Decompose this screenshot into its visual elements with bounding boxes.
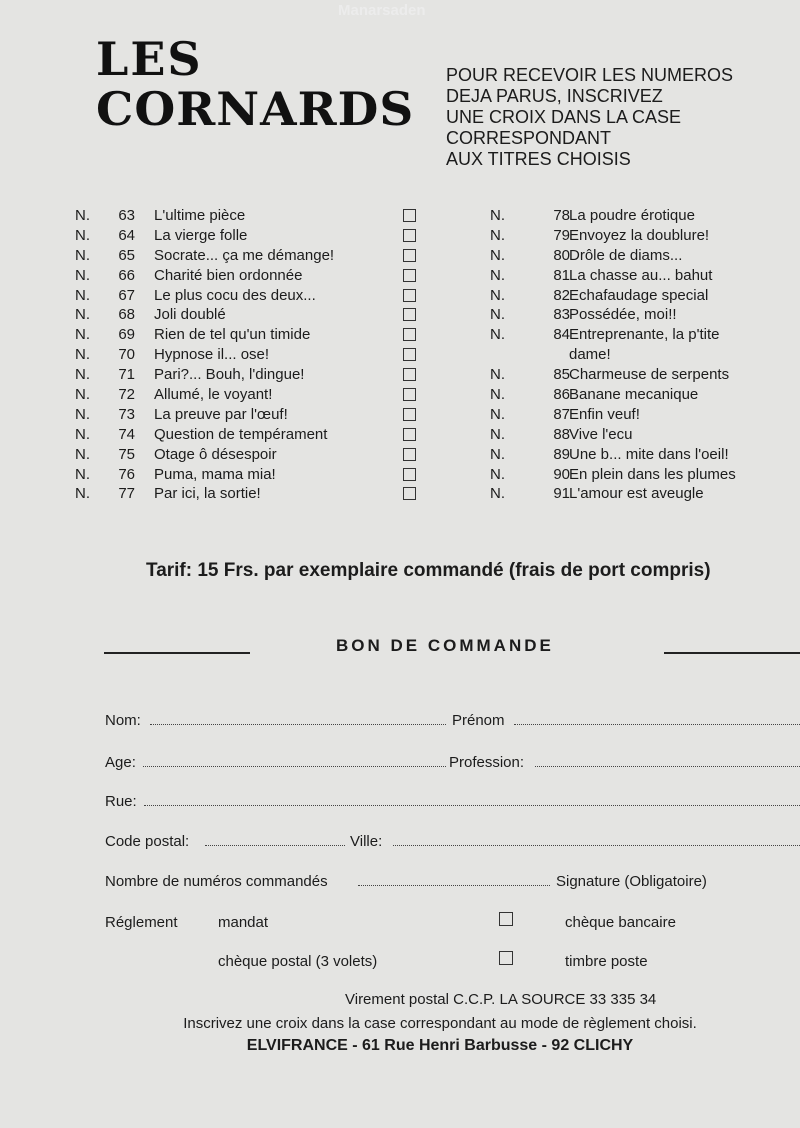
issue-number: 69	[118, 326, 135, 344]
issue-title: L'ultime pièce	[154, 207, 246, 224]
issue-prefix: N.	[75, 366, 90, 384]
issue-prefix: N.	[490, 266, 505, 284]
issue-title: Hypnose il... ose!	[154, 346, 270, 364]
issue-prefix: N.	[75, 405, 90, 423]
issue-row	[490, 406, 795, 426]
nombre-label: Nombre de numéros commandés	[105, 873, 328, 890]
issue-prefix: N.	[490, 366, 505, 384]
divider-left	[104, 652, 250, 654]
timbre-label: timbre poste	[565, 953, 648, 970]
issue-row	[75, 466, 425, 486]
brand-logo	[96, 32, 415, 136]
issue-checkbox[interactable]	[403, 348, 416, 361]
issue-prefix: N.	[75, 286, 90, 304]
issue-prefix: N.	[490, 386, 505, 404]
issue-number: 83	[553, 306, 570, 324]
issue-checkbox[interactable]	[403, 308, 416, 321]
payment-checkbox-postal-timbre[interactable]	[499, 951, 513, 965]
issue-row	[75, 426, 425, 446]
virement-text: Virement postal C.C.P. LA SOURCE 33 335 34	[345, 991, 657, 1008]
issue-number: 68	[118, 306, 135, 324]
issue-title: Une b... mite dans l'oeil!	[569, 445, 729, 463]
issue-title: dame!	[569, 346, 611, 364]
payment-checkbox-mandat-bancaire[interactable]	[499, 912, 513, 926]
issue-prefix: N.	[490, 465, 505, 483]
issue-list-right	[490, 207, 795, 505]
brand-line-1: LES	[96, 32, 203, 86]
issue-row	[490, 485, 795, 505]
issue-checkbox[interactable]	[403, 249, 416, 262]
cheque-postal-label: chèque postal (3 volets)	[218, 953, 378, 970]
issue-number: 65	[118, 246, 135, 264]
issue-title: Rien de tel qu'un timide	[154, 326, 311, 344]
issue-number: 79	[553, 226, 570, 244]
issue-row	[490, 267, 795, 287]
watermark: Manarsaden	[338, 2, 426, 19]
issue-number: 90	[553, 465, 570, 483]
issue-row	[490, 247, 795, 267]
issue-title: Pari?... Bouh, l'dingue!	[154, 366, 305, 384]
order-form-title: BON DE COMMANDE	[336, 636, 554, 655]
prenom-field[interactable]	[514, 724, 800, 725]
prenom-label: Prénom	[452, 712, 505, 729]
rue-field[interactable]	[144, 805, 800, 806]
issue-number: 82	[553, 286, 570, 304]
instruction-text: Inscrivez une croix dans la case correspondant au mode de règlement choisi.	[183, 1015, 697, 1032]
issue-row	[490, 227, 795, 247]
issue-number: 64	[118, 226, 135, 244]
issue-title: Possédée, moi!!	[569, 306, 677, 324]
issue-prefix: N.	[75, 465, 90, 483]
issue-row	[490, 207, 795, 227]
issue-title: Drôle de diams...	[569, 246, 683, 264]
issue-title: Charité bien ordonnée	[154, 266, 303, 284]
issue-prefix: N.	[490, 445, 505, 463]
issue-prefix: N.	[75, 207, 90, 224]
issue-row	[490, 346, 795, 366]
issue-number: 87	[553, 405, 570, 423]
issue-title: Entreprenante, la p'tite	[569, 326, 720, 344]
issue-row	[490, 287, 795, 307]
issue-row	[490, 426, 795, 446]
issue-checkbox[interactable]	[403, 289, 416, 302]
issue-row	[490, 306, 795, 326]
issue-number: 89	[553, 445, 570, 463]
issue-row	[75, 366, 425, 386]
issue-number: 85	[553, 366, 570, 384]
intro-line: CORRESPONDANT	[446, 128, 612, 148]
nombre-field[interactable]	[358, 885, 550, 886]
issue-number: 77	[118, 485, 135, 503]
issue-row	[75, 446, 425, 466]
issue-title: En plein dans les plumes	[569, 465, 736, 483]
issue-number: 72	[118, 386, 135, 404]
issue-row	[75, 247, 425, 267]
issue-prefix: N.	[490, 207, 505, 224]
issue-prefix: N.	[75, 326, 90, 344]
issue-prefix: N.	[75, 226, 90, 244]
issue-prefix: N.	[75, 485, 90, 503]
issue-row	[75, 346, 425, 366]
profession-label: Profession:	[449, 754, 525, 771]
issue-number: 74	[118, 425, 135, 443]
issue-number: 75	[118, 445, 135, 463]
intro-text	[446, 65, 733, 170]
issue-number: 66	[118, 266, 135, 284]
intro-line: UNE CROIX DANS LA CASE	[446, 107, 682, 127]
issue-number: 67	[118, 286, 135, 304]
issue-checkbox[interactable]	[403, 328, 416, 341]
mandat-label: mandat	[218, 914, 269, 931]
issue-prefix: N.	[490, 226, 505, 244]
issue-row	[75, 326, 425, 346]
issue-prefix: N.	[75, 445, 90, 463]
profession-field[interactable]	[535, 766, 800, 767]
issue-title: Puma, mama mia!	[154, 465, 276, 483]
ville-field[interactable]	[393, 845, 800, 846]
reglement-label: Réglement	[105, 914, 178, 931]
issue-number: 63	[118, 207, 135, 224]
issue-prefix: N.	[490, 405, 505, 423]
nom-label: Nom:	[105, 712, 141, 729]
issue-title: La poudre érotique	[569, 207, 695, 224]
issue-row	[490, 366, 795, 386]
cheque-bancaire-label: chèque bancaire	[565, 914, 676, 931]
age-label: Age:	[105, 754, 136, 771]
issue-row	[75, 207, 425, 227]
issue-number: 91	[553, 485, 570, 503]
publisher-address: ELVIFRANCE - 61 Rue Henri Barbusse - 92 CLICHY	[246, 1037, 634, 1054]
issue-checkbox[interactable]	[403, 468, 416, 481]
issue-title: Socrate... ça me démange!	[154, 246, 335, 264]
issue-prefix: N.	[75, 386, 90, 404]
issue-title: Otage ô désespoir	[154, 445, 277, 463]
issue-title: Question de tempérament	[154, 425, 328, 443]
intro-line: DEJA PARUS, INSCRIVEZ	[446, 86, 663, 106]
issue-prefix: N.	[75, 425, 90, 443]
issue-row	[75, 406, 425, 426]
issue-row	[490, 386, 795, 406]
issue-title: Enfin veuf!	[569, 405, 640, 423]
issue-row	[75, 287, 425, 307]
issue-row	[75, 227, 425, 247]
issue-title: La preuve par l'œuf!	[154, 405, 288, 423]
issue-checkbox[interactable]	[403, 209, 416, 222]
tarif-text: Tarif: 15 Frs. par exemplaire commandé (frais de port compris)	[146, 560, 711, 581]
issue-number: 86	[553, 386, 570, 404]
issue-checkbox[interactable]	[403, 269, 416, 282]
signature-label: Signature (Obligatoire)	[556, 873, 707, 890]
issue-title: L'amour est aveugle	[569, 485, 704, 503]
issue-prefix: N.	[490, 306, 505, 324]
issue-prefix: N.	[490, 485, 505, 503]
issue-title: Par ici, la sortie!	[154, 485, 261, 503]
issue-prefix: N.	[75, 346, 90, 364]
issue-prefix: N.	[490, 425, 505, 443]
issue-title: La vierge folle	[154, 226, 248, 244]
issue-number: 70	[118, 346, 135, 364]
issue-number: 73	[118, 405, 135, 423]
issue-row	[490, 446, 795, 466]
issue-title: Envoyez la doublure!	[569, 226, 710, 244]
intro-line: POUR RECEVOIR LES NUMEROS	[446, 65, 734, 85]
issue-row	[490, 466, 795, 486]
issue-checkbox[interactable]	[403, 487, 416, 500]
issue-checkbox[interactable]	[403, 448, 416, 461]
issue-number: 84	[553, 326, 570, 344]
issue-title: La chasse au... bahut	[569, 266, 713, 284]
code-postal-field[interactable]	[205, 845, 345, 846]
issue-prefix: N.	[490, 286, 505, 304]
ville-label: Ville:	[350, 833, 383, 850]
issue-row	[75, 485, 425, 505]
issue-row	[75, 267, 425, 287]
issue-title: Banane mecanique	[569, 386, 699, 404]
issue-row	[75, 386, 425, 406]
issue-title: Le plus cocu des deux...	[154, 286, 316, 304]
issue-title: Allumé, le voyant!	[154, 386, 273, 404]
issue-checkbox[interactable]	[403, 428, 416, 441]
issue-number: 88	[553, 425, 570, 443]
issue-prefix: N.	[75, 246, 90, 264]
issue-row	[490, 326, 795, 346]
issue-prefix: N.	[490, 326, 505, 344]
issue-prefix: N.	[75, 306, 90, 324]
issue-prefix: N.	[75, 266, 90, 284]
issue-number: 78	[553, 207, 570, 224]
issue-number: 71	[118, 366, 135, 384]
issue-title: Joli doublé	[154, 306, 226, 324]
issue-row	[75, 306, 425, 326]
issue-checkbox[interactable]	[403, 229, 416, 242]
code-postal-label: Code postal:	[105, 833, 190, 850]
age-field[interactable]	[143, 766, 446, 767]
issue-checkbox[interactable]	[403, 368, 416, 381]
nom-field[interactable]	[150, 724, 446, 725]
issue-number: 81	[553, 266, 570, 284]
issue-checkbox[interactable]	[403, 388, 416, 401]
rue-label: Rue:	[105, 793, 137, 810]
issue-title: Charmeuse de serpents	[569, 366, 730, 384]
issue-title: Echafaudage special	[569, 286, 709, 304]
issue-number: 80	[553, 246, 570, 264]
intro-line: AUX TITRES CHOISIS	[446, 149, 631, 169]
brand-line-2: CORNARDS	[96, 82, 415, 136]
divider-right	[664, 652, 800, 654]
issue-number: 76	[118, 465, 135, 483]
issue-prefix: N.	[490, 246, 505, 264]
issue-list-left	[75, 207, 425, 505]
issue-title: Vive l'ecu	[569, 425, 633, 443]
issue-checkbox[interactable]	[403, 408, 416, 421]
